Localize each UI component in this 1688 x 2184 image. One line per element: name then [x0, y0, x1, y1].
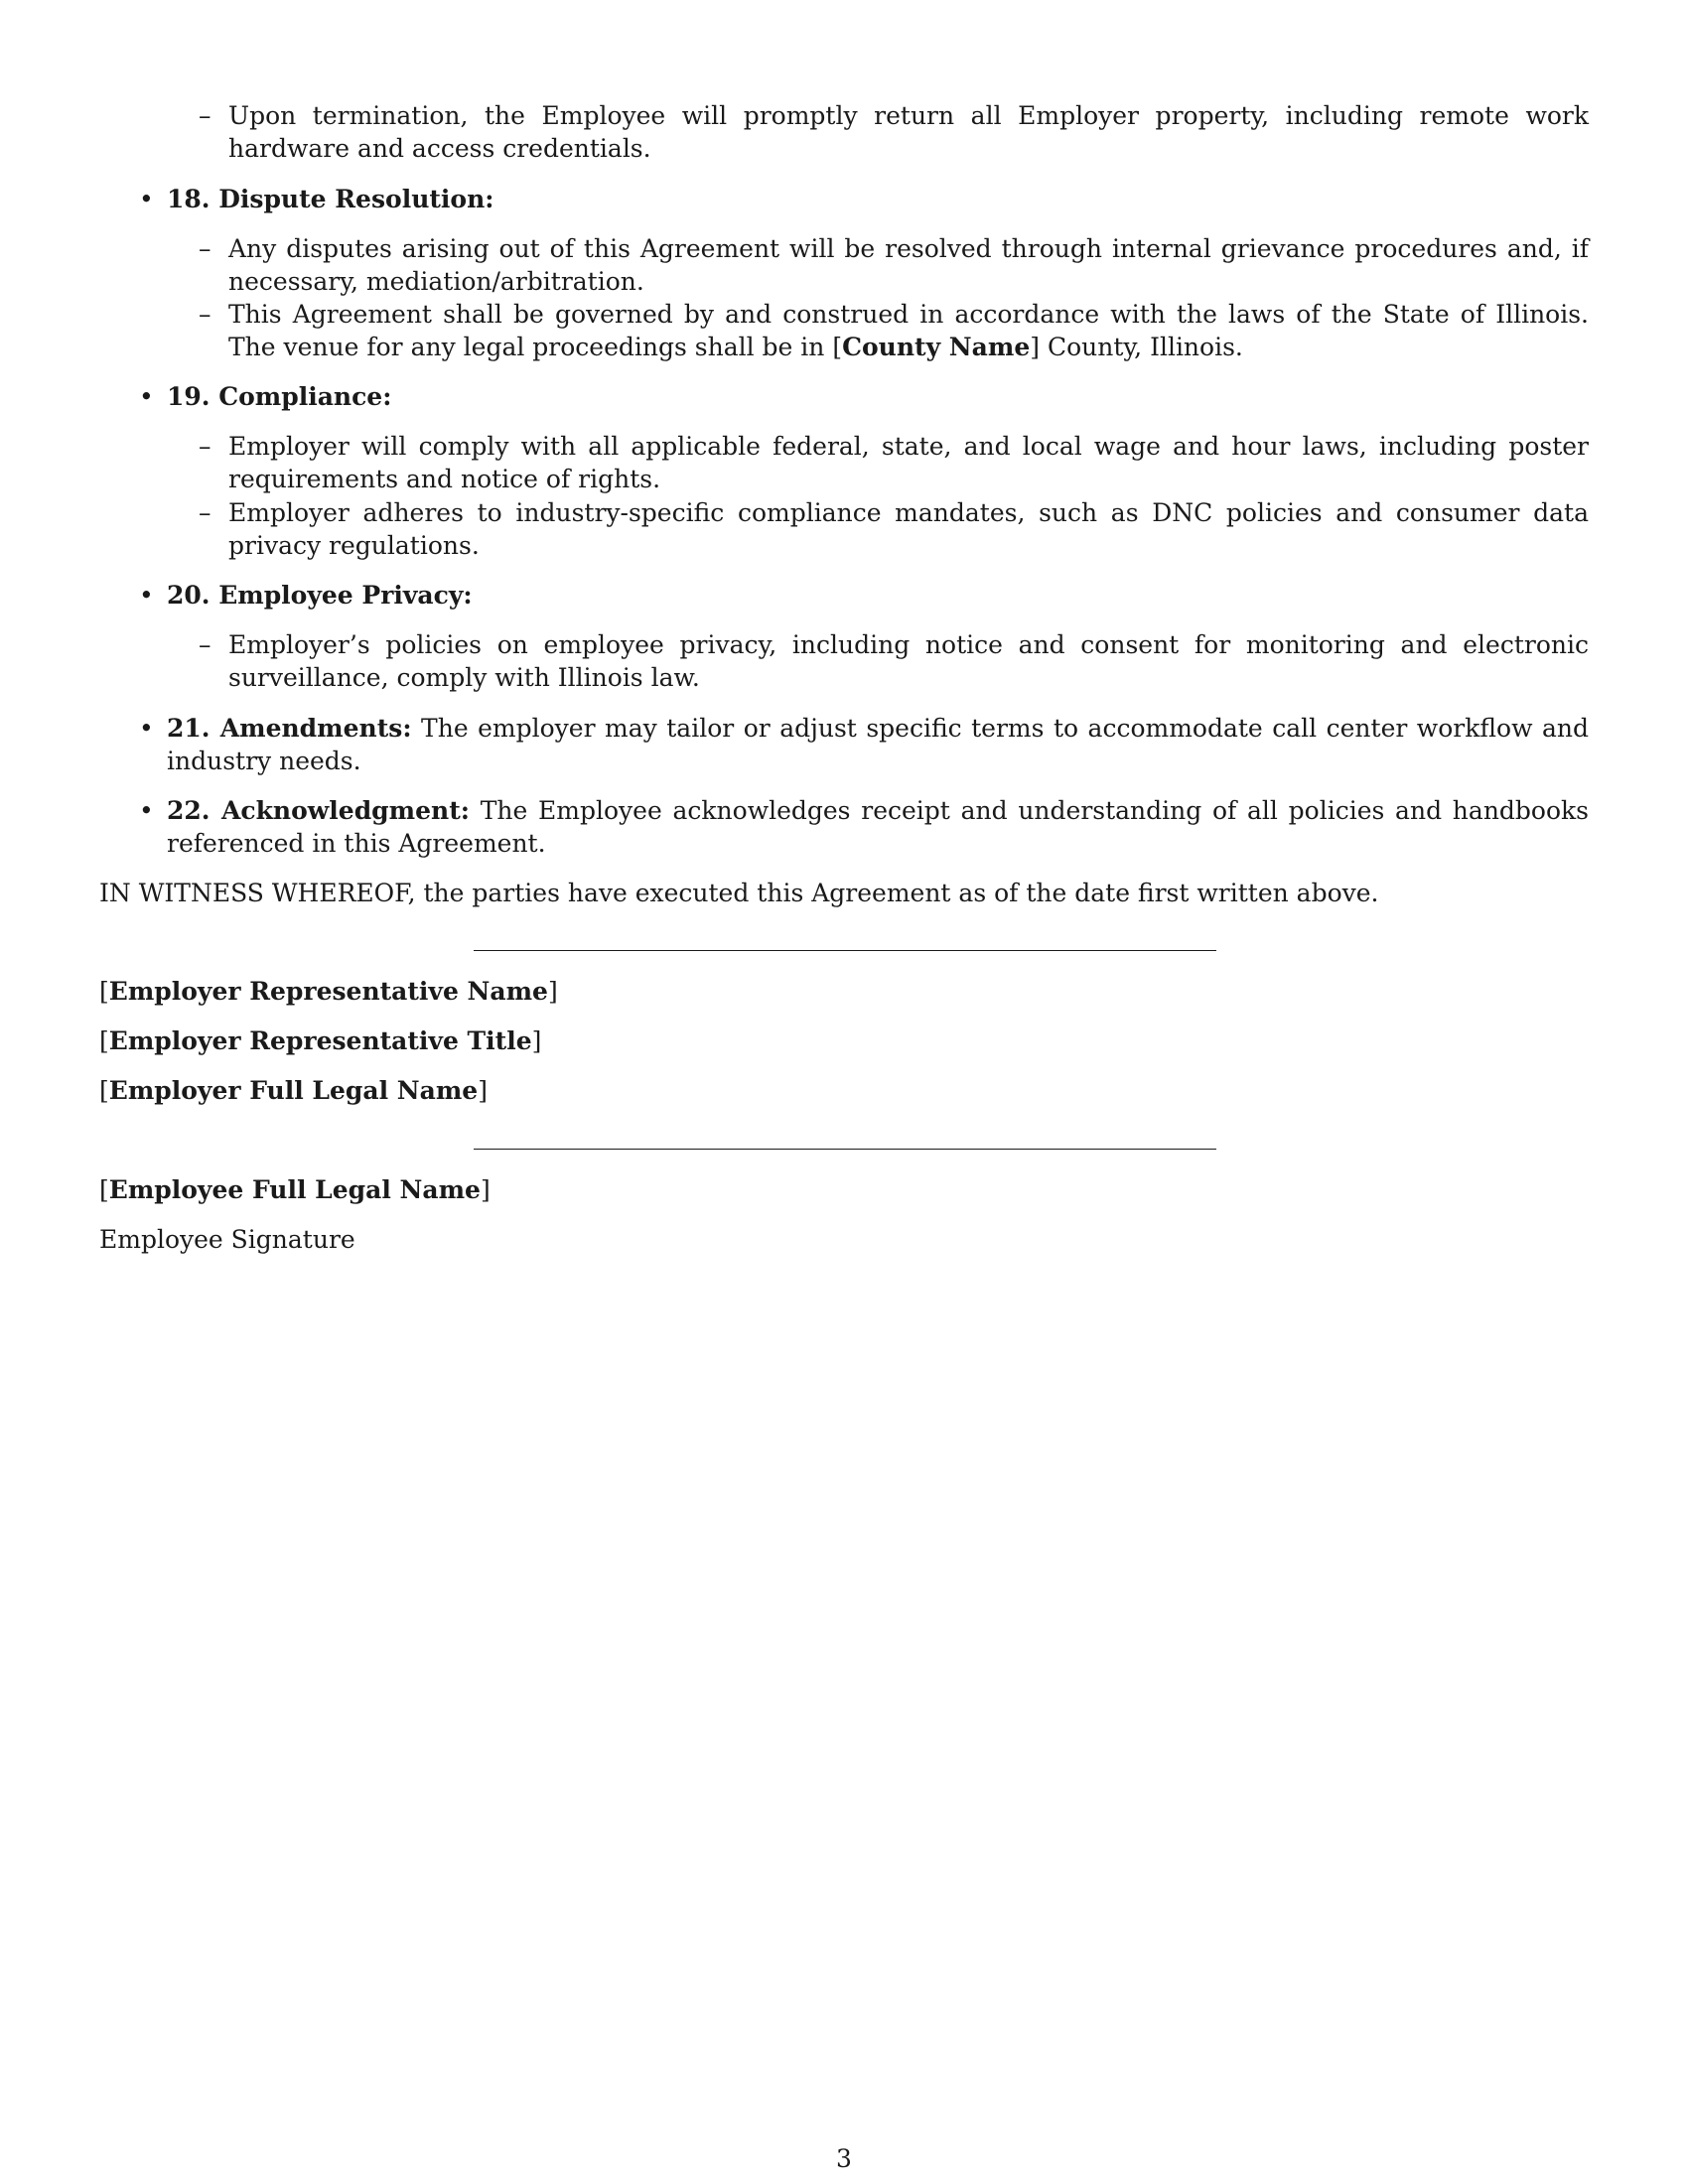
witness-clause: IN WITNESS WHEREOF, the parties have executed this Agreement as of the date first written above.	[99, 879, 1379, 907]
employee-legal-name-placeholder: Employee Full Legal Name	[108, 1175, 481, 1204]
section-21-body	[167, 712, 1589, 777]
item-text	[228, 298, 1589, 363]
dash-marker: –	[199, 234, 211, 263]
section-22-text: The Employee acknowledges receipt and understanding of all policies and handbooks referenced in this Agreement.	[167, 796, 1590, 858]
dash-marker: –	[199, 498, 211, 527]
section-21-text: The employer may tailor or adjust specific terms to accommodate call center workflow and industry needs.	[167, 714, 1589, 775]
bracket-open: [	[99, 977, 109, 1006]
bracket-open: [	[99, 1175, 109, 1204]
employee-legal-name	[99, 1173, 1589, 1206]
item-text: Employer will comply with all applicable federal, state, and local wage and hour laws, including poster requirements and notice of rights.	[228, 432, 1589, 493]
bracket-close: ]	[480, 1175, 491, 1204]
bullet-marker: •	[139, 714, 154, 743]
dash-marker: –	[199, 630, 211, 659]
dash-marker: –	[199, 300, 211, 329]
dash-marker: –	[199, 432, 211, 461]
section-21-heading: 21. Amendments:	[167, 714, 412, 743]
bullet-marker: •	[139, 796, 154, 825]
employee-signature-line	[474, 1149, 1216, 1150]
employer-legal-name	[99, 1074, 1589, 1107]
item-text: Any disputes arising out of this Agreement will be resolved through internal grievance procedures and, if necessary, mediation/arbitration.	[228, 234, 1589, 296]
item-text: Upon termination, the Employee will promptly return all Employer property, including remote work hardware and access credentials.	[228, 101, 1589, 163]
employer-signature-line	[474, 950, 1216, 951]
bullet-marker: •	[139, 581, 154, 610]
page-number: 3	[836, 2144, 852, 2173]
dash-marker: –	[199, 101, 211, 130]
bracket-open: [	[99, 1076, 109, 1105]
bullet-marker: •	[139, 382, 154, 411]
item-text: Employer’s policies on employee privacy, including notice and consent for monitoring and electronic surveillance, comply with Illinois law.	[228, 630, 1589, 692]
governing-law-text: This Agreement shall be governed by and construed in accordance with the laws of the State of Illinois. The venue for any legal proceedings shall be in	[228, 300, 1589, 361]
bracket-close: ]	[531, 1026, 542, 1055]
employer-rep-title-placeholder: Employer Representative Title	[108, 1026, 532, 1055]
bracket-close: ]	[478, 1076, 488, 1105]
employer-legal-name-placeholder: Employer Full Legal Name	[108, 1076, 479, 1105]
section-20-heading: 20. Employee Privacy:	[167, 581, 473, 610]
employer-rep-name	[99, 975, 1589, 1008]
bullet-marker: •	[139, 185, 154, 213]
section-22-heading: 22. Acknowledgment:	[167, 796, 470, 825]
bracket-close: ]	[547, 977, 558, 1006]
section-18-heading: 18. Dispute Resolution:	[167, 185, 494, 213]
section-19-heading: 19. Compliance:	[167, 382, 392, 411]
item-text: Employer adheres to industry-specific compliance mandates, such as DNC policies and consumer data privacy regulations.	[228, 498, 1589, 560]
county-suffix: County, Illinois.	[1040, 333, 1243, 361]
section-22-body	[167, 794, 1589, 860]
bracket-open: [	[99, 1026, 109, 1055]
employee-signature-label: Employee Signature	[99, 1225, 355, 1254]
county-bracket-close: ]	[1030, 333, 1040, 361]
employer-rep-title	[99, 1024, 1589, 1057]
employer-rep-name-placeholder: Employer Representative Name	[108, 977, 548, 1006]
county-bracket-open: [	[832, 333, 843, 361]
county-name-placeholder: County Name	[842, 333, 1031, 361]
